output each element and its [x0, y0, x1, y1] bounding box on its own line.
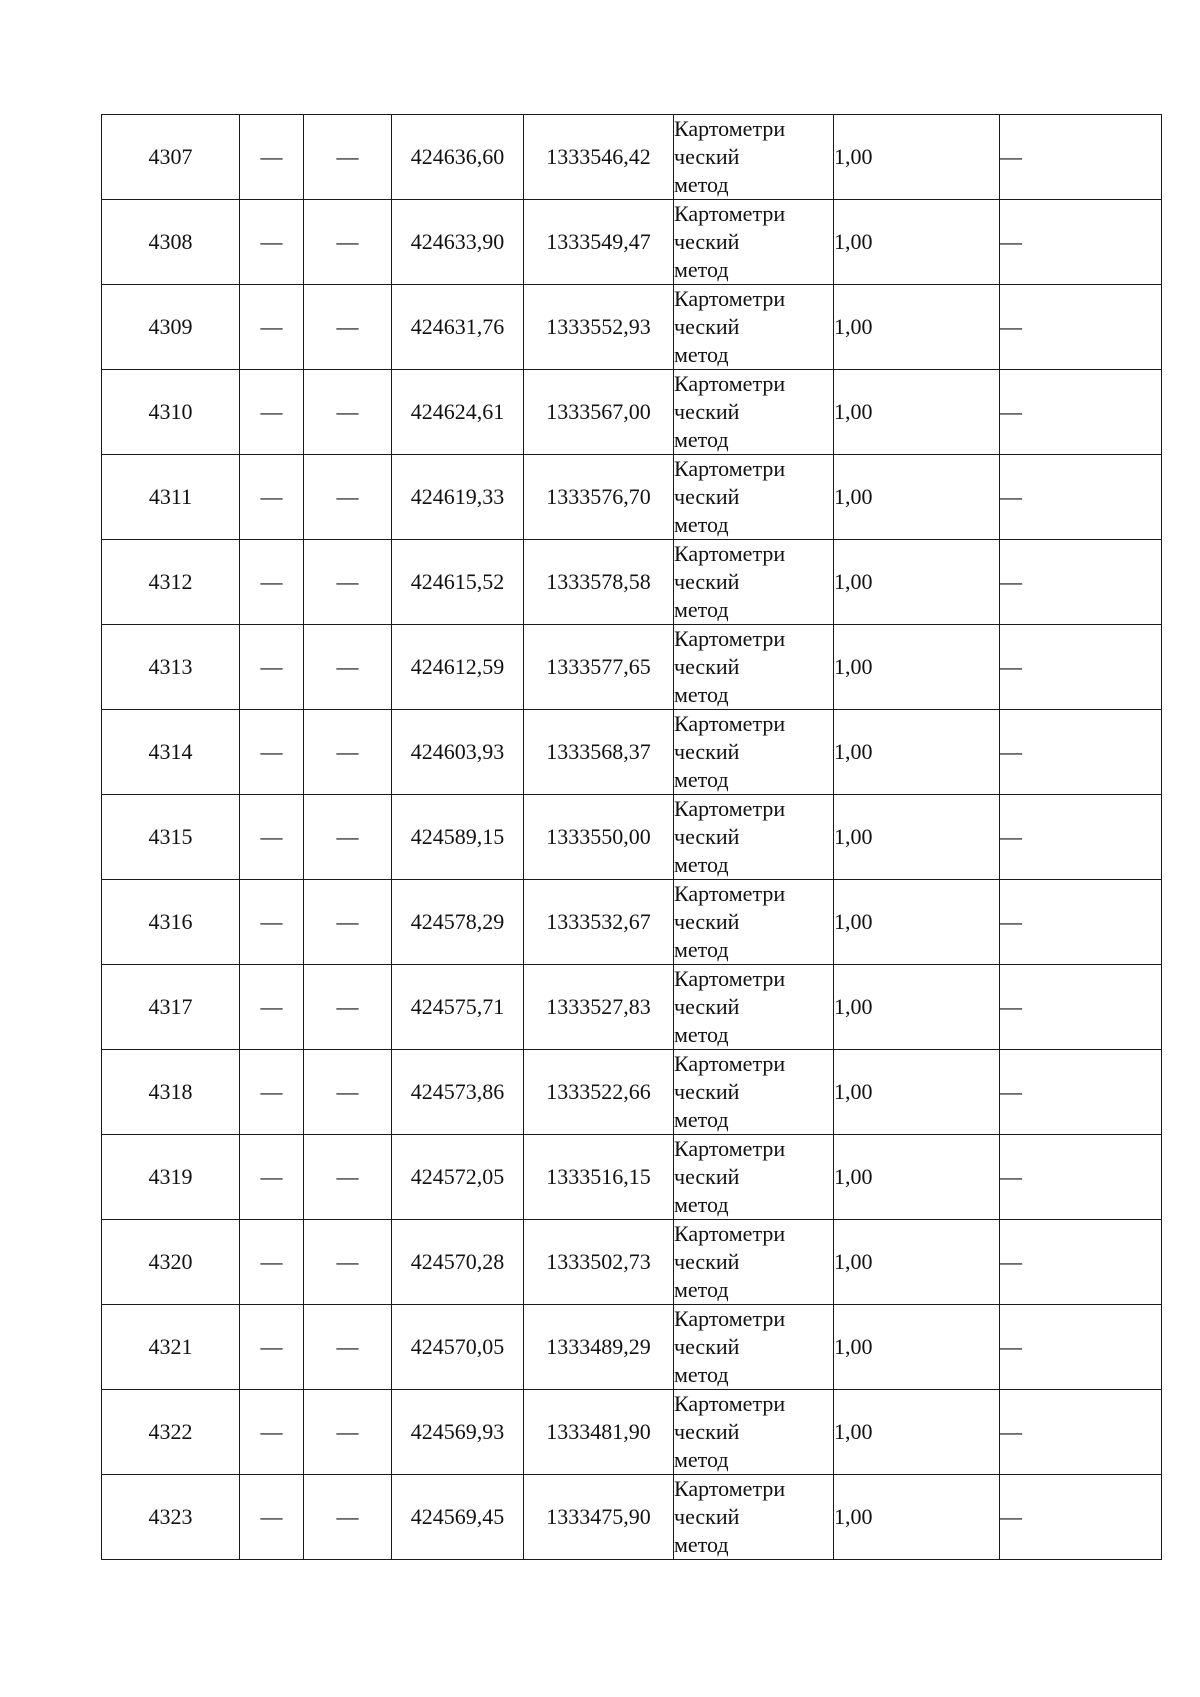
point-number-cell: 4310	[102, 370, 240, 455]
description-cell: —	[1000, 115, 1162, 200]
method-text-line: ческий	[674, 994, 740, 1019]
empty-value-cell: —	[304, 115, 392, 200]
method-text-line: метод	[674, 257, 729, 282]
accuracy-cell: 1,00	[834, 200, 1000, 285]
description-cell: —	[1000, 455, 1162, 540]
empty-value-cell: —	[304, 285, 392, 370]
table-row	[102, 200, 1162, 285]
x-coordinate-cell: 424603,93	[392, 710, 524, 795]
accuracy-cell: 1,00	[834, 115, 1000, 200]
method-cell	[674, 880, 834, 965]
table-row	[102, 795, 1162, 880]
empty-value-cell: —	[304, 625, 392, 710]
description-cell: —	[1000, 1220, 1162, 1305]
y-coordinate-cell: 1333475,90	[524, 1475, 674, 1560]
x-coordinate-cell: 424619,33	[392, 455, 524, 540]
method-text-line: ческий	[674, 1504, 740, 1529]
empty-value-cell: —	[304, 710, 392, 795]
method-cell	[674, 200, 834, 285]
point-number-cell: 4323	[102, 1475, 240, 1560]
empty-value-cell: —	[240, 540, 304, 625]
accuracy-cell: 1,00	[834, 625, 1000, 710]
method-text-line: ческий	[674, 314, 740, 339]
table-row	[102, 540, 1162, 625]
description-cell: —	[1000, 1135, 1162, 1220]
description-cell: —	[1000, 285, 1162, 370]
method-text-line: метод	[674, 512, 729, 537]
x-coordinate-cell: 424570,28	[392, 1220, 524, 1305]
table-row	[102, 455, 1162, 540]
x-coordinate-cell: 424624,61	[392, 370, 524, 455]
y-coordinate-cell: 1333532,67	[524, 880, 674, 965]
method-text-line: ческий	[674, 229, 740, 254]
method-cell	[674, 795, 834, 880]
y-coordinate-cell: 1333577,65	[524, 625, 674, 710]
y-coordinate-cell: 1333481,90	[524, 1390, 674, 1475]
y-coordinate-cell: 1333516,15	[524, 1135, 674, 1220]
method-text-line: метод	[674, 427, 729, 452]
description-cell: —	[1000, 1475, 1162, 1560]
x-coordinate-cell: 424612,59	[392, 625, 524, 710]
table-row	[102, 115, 1162, 200]
method-text-line: Картометри	[674, 1391, 786, 1416]
point-number-cell: 4312	[102, 540, 240, 625]
table-row	[102, 1220, 1162, 1305]
method-text-line: метод	[674, 1277, 729, 1302]
point-number-cell: 4321	[102, 1305, 240, 1390]
method-text-line: Картометри	[674, 711, 786, 736]
coordinates-table	[101, 114, 1162, 1560]
empty-value-cell: —	[240, 880, 304, 965]
table-row	[102, 1305, 1162, 1390]
point-number-cell: 4309	[102, 285, 240, 370]
description-cell: —	[1000, 710, 1162, 795]
accuracy-cell: 1,00	[834, 1220, 1000, 1305]
accuracy-cell: 1,00	[834, 285, 1000, 370]
accuracy-cell: 1,00	[834, 1135, 1000, 1220]
point-number-cell: 4307	[102, 115, 240, 200]
accuracy-cell: 1,00	[834, 1050, 1000, 1135]
method-text-line: Картометри	[674, 1051, 786, 1076]
method-text-line: ческий	[674, 654, 740, 679]
method-cell	[674, 1050, 834, 1135]
description-cell: —	[1000, 200, 1162, 285]
method-text-line: Картометри	[674, 286, 786, 311]
method-text-line: ческий	[674, 824, 740, 849]
method-text-line: метод	[674, 852, 729, 877]
accuracy-cell: 1,00	[834, 455, 1000, 540]
x-coordinate-cell: 424575,71	[392, 965, 524, 1050]
table-row	[102, 1390, 1162, 1475]
method-cell	[674, 1390, 834, 1475]
x-coordinate-cell: 424569,93	[392, 1390, 524, 1475]
x-coordinate-cell: 424569,45	[392, 1475, 524, 1560]
table-body	[102, 115, 1162, 1560]
empty-value-cell: —	[240, 200, 304, 285]
y-coordinate-cell: 1333567,00	[524, 370, 674, 455]
method-cell	[674, 625, 834, 710]
description-cell: —	[1000, 1050, 1162, 1135]
empty-value-cell: —	[240, 965, 304, 1050]
empty-value-cell: —	[304, 1390, 392, 1475]
description-cell: —	[1000, 880, 1162, 965]
method-text-line: Картометри	[674, 966, 786, 991]
empty-value-cell: —	[240, 1135, 304, 1220]
table-row	[102, 1135, 1162, 1220]
empty-value-cell: —	[240, 1390, 304, 1475]
x-coordinate-cell: 424615,52	[392, 540, 524, 625]
empty-value-cell: —	[240, 1220, 304, 1305]
table-row	[102, 1475, 1162, 1560]
accuracy-cell: 1,00	[834, 1475, 1000, 1560]
y-coordinate-cell: 1333502,73	[524, 1220, 674, 1305]
y-coordinate-cell: 1333578,58	[524, 540, 674, 625]
point-number-cell: 4319	[102, 1135, 240, 1220]
method-text-line: Картометри	[674, 1136, 786, 1161]
method-text-line: Картометри	[674, 116, 786, 141]
point-number-cell: 4317	[102, 965, 240, 1050]
x-coordinate-cell: 424572,05	[392, 1135, 524, 1220]
empty-value-cell: —	[240, 285, 304, 370]
empty-value-cell: —	[240, 625, 304, 710]
x-coordinate-cell: 424570,05	[392, 1305, 524, 1390]
accuracy-cell: 1,00	[834, 1305, 1000, 1390]
table-row	[102, 625, 1162, 710]
method-cell	[674, 710, 834, 795]
method-text-line: ческий	[674, 1334, 740, 1359]
empty-value-cell: —	[240, 1050, 304, 1135]
y-coordinate-cell: 1333489,29	[524, 1305, 674, 1390]
accuracy-cell: 1,00	[834, 965, 1000, 1050]
empty-value-cell: —	[240, 795, 304, 880]
method-text-line: ческий	[674, 1419, 740, 1444]
empty-value-cell: —	[240, 710, 304, 795]
method-text-line: метод	[674, 682, 729, 707]
point-number-cell: 4313	[102, 625, 240, 710]
method-text-line: метод	[674, 1192, 729, 1217]
method-text-line: ческий	[674, 399, 740, 424]
point-number-cell: 4320	[102, 1220, 240, 1305]
empty-value-cell: —	[240, 370, 304, 455]
point-number-cell: 4308	[102, 200, 240, 285]
method-text-line: Картометри	[674, 881, 786, 906]
method-cell	[674, 115, 834, 200]
empty-value-cell: —	[304, 795, 392, 880]
method-text-line: метод	[674, 1022, 729, 1047]
point-number-cell: 4311	[102, 455, 240, 540]
empty-value-cell: —	[304, 370, 392, 455]
x-coordinate-cell: 424573,86	[392, 1050, 524, 1135]
method-text-line: ческий	[674, 739, 740, 764]
y-coordinate-cell: 1333576,70	[524, 455, 674, 540]
accuracy-cell: 1,00	[834, 795, 1000, 880]
method-text-line: Картометри	[674, 1221, 786, 1246]
method-text-line: Картометри	[674, 456, 786, 481]
method-cell	[674, 455, 834, 540]
y-coordinate-cell: 1333549,47	[524, 200, 674, 285]
method-text-line: ческий	[674, 1079, 740, 1104]
table-row	[102, 285, 1162, 370]
method-text-line: Картометри	[674, 1476, 786, 1501]
method-text-line: ческий	[674, 1249, 740, 1274]
description-cell: —	[1000, 1305, 1162, 1390]
method-text-line: Картометри	[674, 626, 786, 651]
x-coordinate-cell: 424633,90	[392, 200, 524, 285]
method-cell	[674, 285, 834, 370]
x-coordinate-cell: 424631,76	[392, 285, 524, 370]
method-text-line: Картометри	[674, 796, 786, 821]
y-coordinate-cell: 1333522,66	[524, 1050, 674, 1135]
method-text-line: ческий	[674, 144, 740, 169]
empty-value-cell: —	[240, 1305, 304, 1390]
empty-value-cell: —	[240, 1475, 304, 1560]
method-text-line: метод	[674, 1362, 729, 1387]
method-text-line: ческий	[674, 909, 740, 934]
point-number-cell: 4316	[102, 880, 240, 965]
description-cell: —	[1000, 370, 1162, 455]
method-text-line: Картометри	[674, 371, 786, 396]
method-text-line: метод	[674, 1447, 729, 1472]
accuracy-cell: 1,00	[834, 880, 1000, 965]
empty-value-cell: —	[304, 1135, 392, 1220]
method-text-line: Картометри	[674, 201, 786, 226]
description-cell: —	[1000, 795, 1162, 880]
method-text-line: Картометри	[674, 1306, 786, 1331]
method-cell	[674, 1305, 834, 1390]
empty-value-cell: —	[304, 1220, 392, 1305]
table-row	[102, 965, 1162, 1050]
method-text-line: ческий	[674, 484, 740, 509]
x-coordinate-cell: 424636,60	[392, 115, 524, 200]
point-number-cell: 4315	[102, 795, 240, 880]
method-text-line: метод	[674, 767, 729, 792]
method-cell	[674, 370, 834, 455]
empty-value-cell: —	[304, 880, 392, 965]
y-coordinate-cell: 1333552,93	[524, 285, 674, 370]
table-row	[102, 370, 1162, 455]
empty-value-cell: —	[304, 455, 392, 540]
table-row	[102, 880, 1162, 965]
y-coordinate-cell: 1333550,00	[524, 795, 674, 880]
empty-value-cell: —	[304, 200, 392, 285]
method-text-line: метод	[674, 172, 729, 197]
empty-value-cell: —	[304, 1305, 392, 1390]
method-text-line: ческий	[674, 569, 740, 594]
method-text-line: метод	[674, 1107, 729, 1132]
point-number-cell: 4318	[102, 1050, 240, 1135]
accuracy-cell: 1,00	[834, 1390, 1000, 1475]
method-cell	[674, 1135, 834, 1220]
table-row	[102, 710, 1162, 795]
accuracy-cell: 1,00	[834, 710, 1000, 795]
method-cell	[674, 1220, 834, 1305]
empty-value-cell: —	[304, 540, 392, 625]
description-cell: —	[1000, 965, 1162, 1050]
empty-value-cell: —	[240, 455, 304, 540]
method-cell	[674, 1475, 834, 1560]
method-text-line: ческий	[674, 1164, 740, 1189]
accuracy-cell: 1,00	[834, 370, 1000, 455]
description-cell: —	[1000, 540, 1162, 625]
point-number-cell: 4314	[102, 710, 240, 795]
method-cell	[674, 540, 834, 625]
x-coordinate-cell: 424589,15	[392, 795, 524, 880]
empty-value-cell: —	[304, 1050, 392, 1135]
empty-value-cell: —	[240, 115, 304, 200]
empty-value-cell: —	[304, 1475, 392, 1560]
table-row	[102, 1050, 1162, 1135]
method-text-line: метод	[674, 342, 729, 367]
y-coordinate-cell: 1333568,37	[524, 710, 674, 795]
method-text-line: Картометри	[674, 541, 786, 566]
description-cell: —	[1000, 1390, 1162, 1475]
method-text-line: метод	[674, 937, 729, 962]
accuracy-cell: 1,00	[834, 540, 1000, 625]
y-coordinate-cell: 1333527,83	[524, 965, 674, 1050]
method-text-line: метод	[674, 1532, 729, 1557]
y-coordinate-cell: 1333546,42	[524, 115, 674, 200]
method-cell	[674, 965, 834, 1050]
x-coordinate-cell: 424578,29	[392, 880, 524, 965]
empty-value-cell: —	[304, 965, 392, 1050]
point-number-cell: 4322	[102, 1390, 240, 1475]
description-cell: —	[1000, 625, 1162, 710]
method-text-line: метод	[674, 597, 729, 622]
